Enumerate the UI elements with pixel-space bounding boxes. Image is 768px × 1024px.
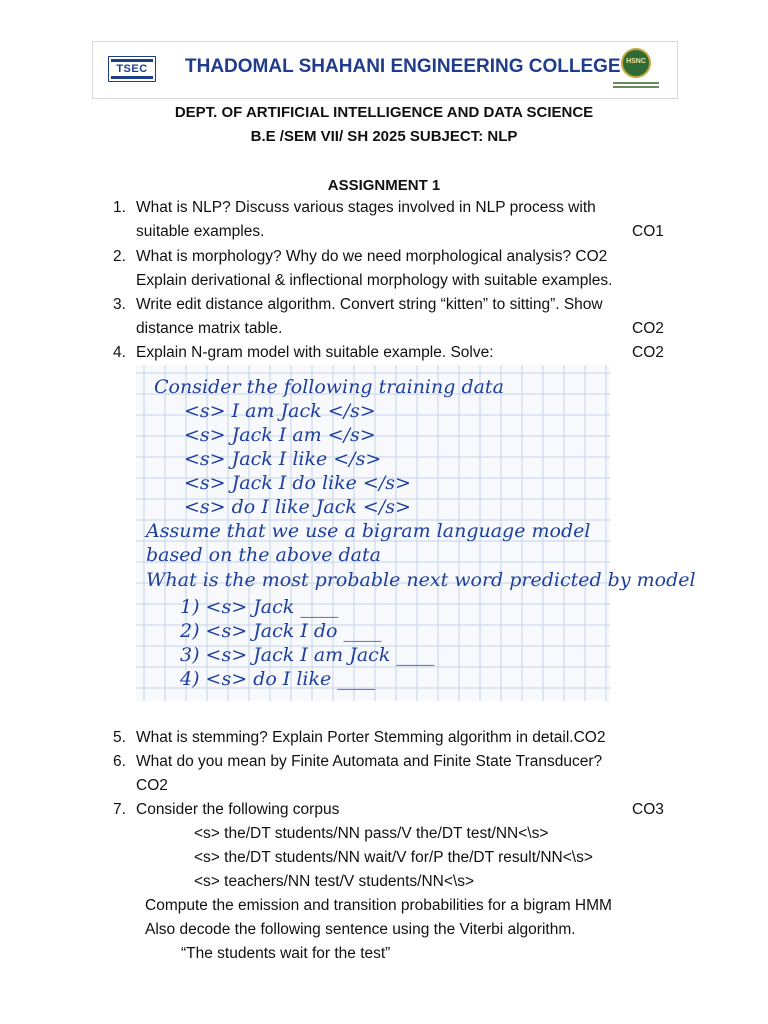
- question-number: 7.: [113, 801, 126, 818]
- question-text: suitable examples.: [136, 223, 265, 240]
- tsec-logo-text: TSEC: [116, 63, 148, 75]
- question-number: 2.: [113, 248, 126, 265]
- handwritten-line: What is the most probable next word predicted by model: [146, 569, 696, 591]
- handwritten-line: 3) <s> Jack I am Jack ____: [180, 644, 435, 666]
- question-text: What is stemming? Explain Porter Stemming algorithm in detail.CO2: [136, 729, 606, 746]
- hsnc-logo: [621, 48, 651, 78]
- question-text: Consider the following corpus: [136, 801, 340, 818]
- handwritten-line: <s> Jack I am </s>: [184, 424, 376, 446]
- course-outcome-label: CO3: [632, 801, 664, 818]
- handwritten-line: 4) <s> do I like ____: [180, 668, 376, 690]
- handwritten-line: <s> Jack I like </s>: [184, 448, 382, 470]
- department-line: DEPT. OF ARTIFICIAL INTELLIGENCE AND DATA SCIENCE: [174, 104, 594, 121]
- handwritten-line: Consider the following training data: [154, 376, 504, 398]
- question-text: What is NLP? Discuss various stages involved in NLP process with: [136, 199, 596, 216]
- handwritten-line: 2) <s> Jack I do ____: [180, 620, 382, 642]
- semester-subject-line: B.E /SEM VII/ SH 2025 SUBJECT: NLP: [250, 128, 518, 145]
- instruction-line: Also decode the following sentence using the Viterbi algorithm.: [145, 921, 576, 938]
- course-outcome-label: CO2: [632, 344, 664, 361]
- corpus-line: <s> teachers/NN test/V students/NN<\s>: [194, 873, 474, 890]
- handwritten-line: <s> Jack I do like </s>: [184, 472, 411, 494]
- handwritten-line: <s> do I like Jack </s>: [184, 496, 411, 518]
- instruction-line: Compute the emission and transition probabilities for a bigram HMM: [145, 897, 612, 914]
- handwritten-ngram-problem-image: [136, 365, 696, 701]
- handwritten-line: <s> I am Jack </s>: [184, 400, 376, 422]
- question-number: 1.: [113, 199, 126, 216]
- question-number: 5.: [113, 729, 126, 746]
- corpus-line: <s> the/DT students/NN wait/V for/P the/DT result/NN<\s>: [194, 849, 593, 866]
- corpus-line: <s> the/DT students/NN pass/V the/DT test/NN<\s>: [194, 825, 549, 842]
- question-text: What do you mean by Finite Automata and Finite State Transducer?: [136, 753, 603, 770]
- question-number: 4.: [113, 344, 126, 361]
- college-name: THADOMAL SHAHANI ENGINEERING COLLEGE: [185, 56, 621, 77]
- college-header: [92, 41, 678, 99]
- question-text: Write edit distance algorithm. Convert string “kitten” to sitting”. Show: [136, 296, 603, 313]
- hsnc-logo-text: HSNC: [626, 58, 646, 65]
- question-text: Explain N-gram model with suitable example. Solve:: [136, 344, 494, 361]
- hsnc-logo-caption: [613, 80, 659, 90]
- sentence-to-decode: “The students wait for the test”: [181, 945, 391, 962]
- question-text: CO2: [136, 777, 168, 794]
- course-outcome-label: CO1: [632, 223, 664, 240]
- handwritten-line: Assume that we use a bigram language model: [146, 520, 591, 542]
- question-number: 3.: [113, 296, 126, 313]
- tsec-logo: [108, 56, 156, 82]
- handwritten-line: 1) <s> Jack ____: [180, 596, 339, 618]
- assignment-title: ASSIGNMENT 1: [327, 177, 441, 194]
- handwritten-line: based on the above data: [146, 544, 381, 566]
- question-text: What is morphology? Why do we need morphological analysis? CO2: [136, 248, 608, 265]
- question-text: distance matrix table.: [136, 320, 283, 337]
- question-text: Explain derivational & inflectional morphology with suitable examples.: [136, 272, 613, 289]
- question-number: 6.: [113, 753, 126, 770]
- course-outcome-label: CO2: [632, 320, 664, 337]
